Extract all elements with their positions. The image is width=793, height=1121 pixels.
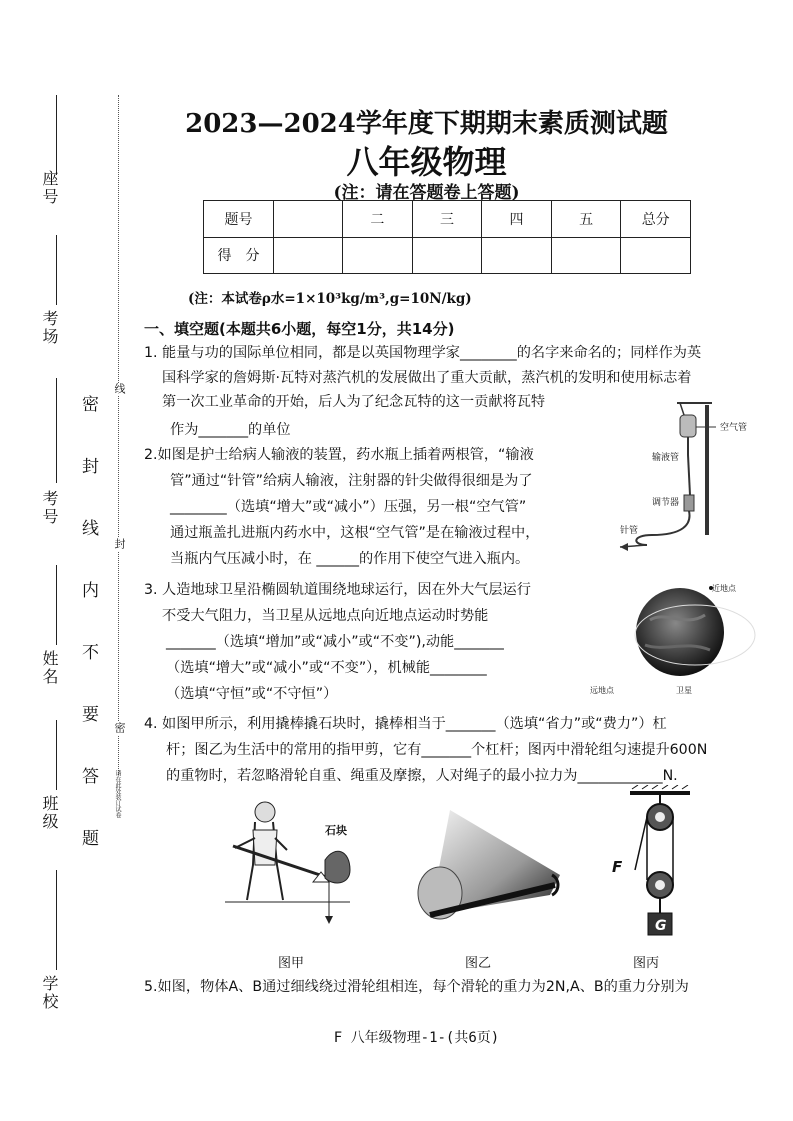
class-label: 班级: [40, 795, 59, 831]
orbit-satellite-label: 卫星: [676, 686, 692, 695]
q4-line: 的重物时，若忽略滑轮自重、绳重及摩擦，人对绳子的最小拉力为____________N.: [166, 768, 678, 784]
q2-line: ________（选填“增大”或“减小”）压强，另一根“空气管”: [170, 499, 527, 515]
fig-c-caption: 图丙: [633, 956, 660, 971]
score-cell: [412, 237, 482, 274]
orbit-far-label: 远地点: [590, 686, 614, 695]
iv-air-tube-label: 空气管: [720, 423, 748, 433]
score-cell: 总分: [621, 201, 691, 238]
weight-g-label: G: [655, 918, 667, 934]
score-cell: [482, 237, 552, 274]
earth-orbit-figure: [625, 580, 775, 690]
cut-mark-secret: 密: [113, 722, 126, 735]
score-cell: [343, 237, 413, 274]
score-cell: 得 分: [204, 237, 274, 274]
q2-line: 2.如图是护士给病人输液的装置，药水瓶上插着两根管，“输液: [144, 447, 534, 463]
score-cell: 五: [551, 201, 621, 238]
score-cell: [621, 237, 691, 274]
score-cell: [551, 237, 621, 274]
score-table-header-row: [204, 201, 691, 238]
cut-mark-seal: 封: [113, 538, 126, 551]
school-label: 学校: [40, 975, 59, 1011]
q3-line: 3. 人造地球卫星沿椭圆轨道围绕地球运行，因在外大气层运行: [144, 582, 531, 598]
room-label: 考场: [40, 310, 59, 346]
score-cell: 题号: [204, 201, 274, 238]
q3-line: （选填“守恒”或“不守恒”）: [166, 686, 338, 702]
q2-line: 管”通过“针管”给病人输液，注射器的针尖做得很细是为了: [170, 473, 533, 489]
iv-needle-label: 针管: [620, 526, 639, 536]
q2-line: 通过瓶盖扎进瓶内药水中，这根“空气管”是在输液过程中，: [170, 525, 540, 541]
score-cell: 二: [343, 201, 413, 238]
answer-instruction: (注：请在答题卷上答题): [333, 183, 520, 203]
orbit-near-label: 近地点: [712, 584, 736, 593]
section-heading: 一、填空题(本题共6小题，每空1分，共14分): [144, 320, 455, 338]
q5-line: 5.如图，物体A、B通过细线绕过滑轮组相连，每个滑轮的重力为2N,A、B的重力分别为: [144, 979, 689, 995]
constants-note: (注：本试卷ρ水=1×10³kg/m³,g=10N/kg): [188, 291, 472, 307]
subject-title: 八年级物理: [346, 143, 507, 181]
margin-line-class: [56, 720, 57, 790]
q1-line: 1. 能量与功的国际单位相同，都是以英国物理学家________的名字来命名的；同样作为英: [144, 345, 702, 361]
q3-line: （选填“增大”或“减小”或“不变”），机械能________: [166, 660, 487, 676]
score-cell: 三: [412, 201, 482, 238]
iv-infusion-tube-label: 输液管: [652, 453, 680, 463]
q1-line: 国科学家的詹姆斯·瓦特对蒸汽机的发展做出了重大贡献，蒸汽机的发明和使用标志着: [162, 370, 692, 386]
score-cell: 四: [482, 201, 552, 238]
force-f-label: F: [612, 858, 623, 876]
score-cell: [273, 237, 342, 274]
stone-label: 石块: [325, 824, 347, 837]
seat-label: 座号: [40, 170, 59, 206]
margin-line-examno: [56, 378, 57, 483]
q4-line: 杆；图乙为生活中的常用的指甲剪，它有_______个杠杆；图丙中滑轮组匀速提升600N: [166, 742, 708, 758]
q3-line: _______（选填“增加”或“减小”或“不变”),动能_______: [166, 634, 504, 650]
score-table: [203, 200, 691, 274]
margin-line-name: [56, 565, 57, 645]
nail-clipper-figure: [410, 805, 570, 925]
binding-small-note: 请在此处装订试卷: [114, 770, 121, 818]
iv-regulator-label: 调节器: [652, 498, 680, 508]
fig-b-caption: 图乙: [465, 956, 492, 971]
score-table-score-row: [204, 237, 691, 274]
page-footer: F 八年级物理-1-(共6页): [333, 1030, 500, 1046]
cut-mark-line: 线: [113, 383, 126, 396]
fig-a-caption: 图甲: [278, 956, 305, 971]
q3-line: 不受大气阻力，当卫星从远地点向近地点运动时势能: [162, 608, 489, 624]
margin-line-school: [56, 870, 57, 970]
q4-line: 4. 如图甲所示，利用撬棒撬石块时，撬棒相当于_______（选填“省力”或“费力”）杠: [144, 716, 667, 732]
name-label: 姓名: [40, 650, 59, 686]
margin-line-room: [56, 235, 57, 305]
exam-no-label: 考号: [40, 490, 59, 526]
crowbar-figure: [225, 790, 355, 930]
exam-title: 2023—2024学年度下期期末素质测试题: [185, 109, 668, 139]
score-cell: [273, 201, 342, 238]
seal-line-notice: 密 封 线 内 不 要 答 题: [78, 395, 98, 860]
q1-line: 作为_______的单位: [170, 422, 291, 438]
q1-line: 第一次工业革命的开始，后人为了纪念瓦特的这一贡献将瓦特: [162, 394, 546, 410]
q2-line: 当瓶内气压减小时，在 ______的作用下使空气进入瓶内。: [170, 551, 530, 567]
